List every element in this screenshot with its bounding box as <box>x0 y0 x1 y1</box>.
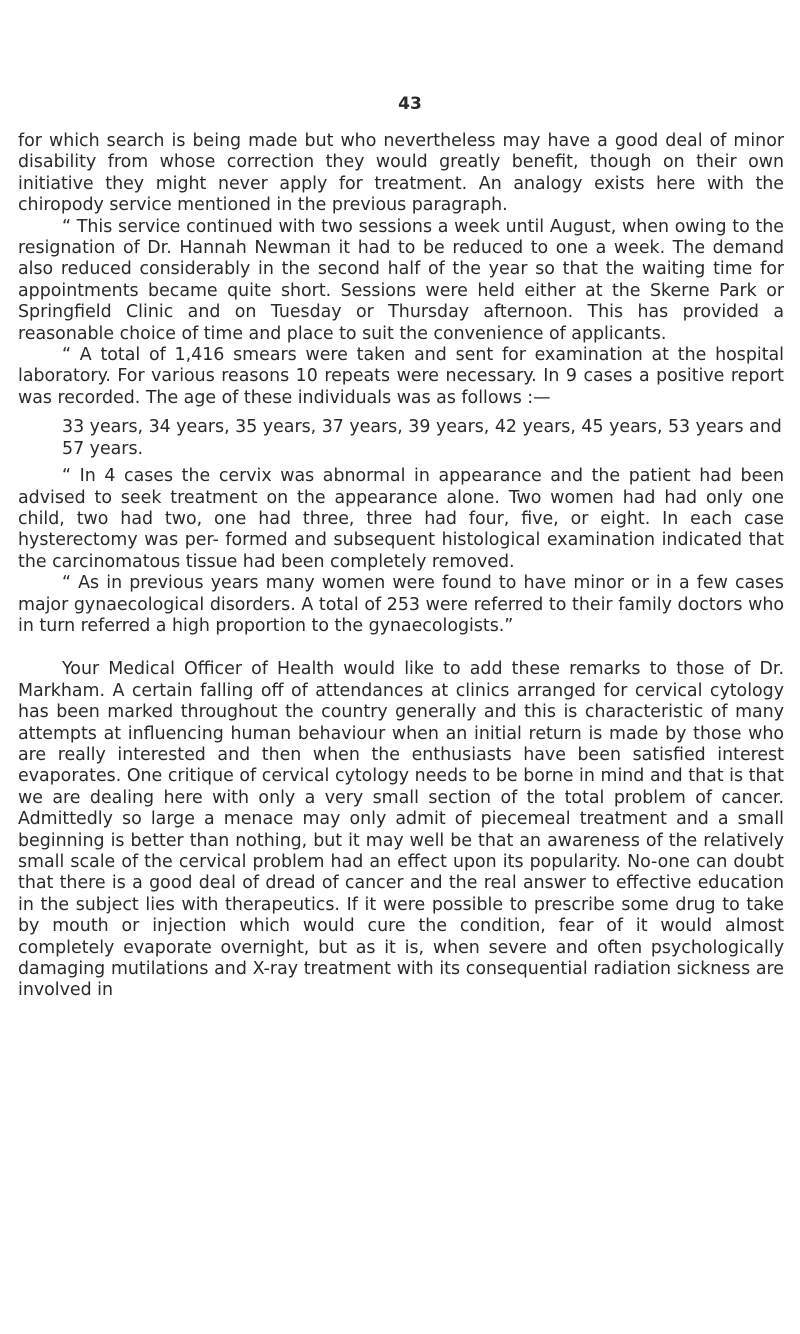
ages-list: 33 years, 34 years, 35 years, 37 years, 39 years, 42 years, 45 years, 53 years and 57 years. <box>62 417 782 459</box>
paragraph-smears-total: “ A total of 1,416 smears were taken and sent for examination at the hospital laboratory. For various reasons 10 repeats were necessary. In 9 cases a positive report was recorded. The age of these individuals was as follows :— <box>18 345 784 408</box>
paragraph-moh-remarks: Your Medical Officer of Health would like to add these remarks to those of Dr. Markham. A certain falling off of attendances at clinics arranged for cervical cytology has been marked throughout the country generally and this is characteristic of many attempts at influencing human behaviour when an initial return is made by those who are really interested and then when the enthusiasts have been satisfied interest evaporates. One critique of cervical cytology needs to be borne in mind and that is that we are dealing here with only a very small section of the total problem of cancer. Admittedly so large a menace may only admit of piecemeal treatment and a small beginning is better than nothing, but it may well be that an awareness of the relatively small scale of the cervical problem had an effect upon its popularity. No-one can doubt that there is a good deal of dread of cancer and the real answer to effective education in the subject lies with therapeutics. If it were possible to prescribe some drug to take by mouth or injection which would cure the condition, fear of it would almost completely evaporate overnight, but as it is, when severe and often psychologically damaging mutilations and X-ray treatment with its consequential radiation sickness are involved in <box>18 659 784 1001</box>
body-text <box>18 131 784 1002</box>
paragraph-continuation: for which search is being made but who nevertheless may have a good deal of minor disability from whose correction they would greatly benefit, though on their own initiative they might never apply for treatment. An analogy exists here with the chiropody service mentioned in the previous paragraph. <box>18 131 784 216</box>
page-number: 43 <box>398 94 422 114</box>
paragraph-cervix-abnormal: “ In 4 cases the cervix was abnormal in appearance and the patient had been advised to seek treatment on the appearance alone. Two women had had only one child, two had two, one had three, three had four, five, or eight. In each case hysterectomy was per- formed and subsequent histological examination indicated that the carcinomatous tissue had been completely removed. <box>18 466 784 572</box>
paragraph-service-sessions: “ This service continued with two sessions a week until August, when owing to the resignation of Dr. Hannah Newman it had to be reduced to one a week. The demand also reduced considerably in the second half of the year so that the waiting time for appointments became quite short. Sessions were held either at the Skerne Park or Springfield Clinic and on Tuesday or Thursday afternoon. This has provided a reasonable choice of time and place to suit the convenience of applicants. <box>18 216 784 344</box>
paragraph-gynaecological-disorders: “ As in previous years many women were found to have minor or in a few cases major gynaecological disorders. A total of 253 were referred to their family doctors who in turn referred a high proportion to the gynaecologists.” <box>18 573 784 636</box>
